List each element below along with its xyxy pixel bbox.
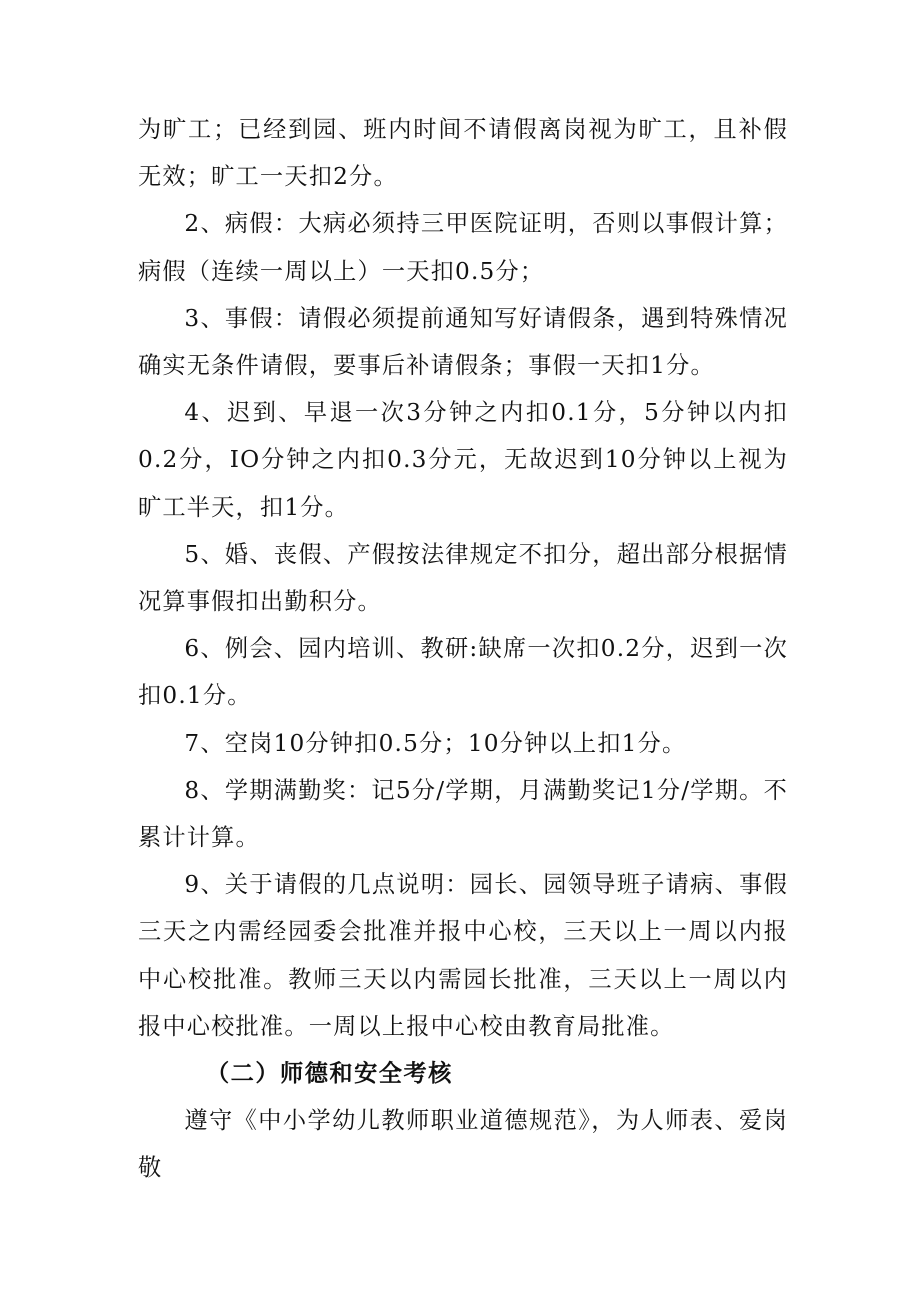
document-body [138, 106, 788, 1192]
section-heading-ethics-safety: （二）师德和安全考核 [206, 1060, 453, 1088]
paragraph-marriage-maternity-leave: 5、婚、丧假、产假按法律规定不扣分，超出部分根据情况算事假扣出勤积分。 [138, 540, 788, 616]
paragraph-lateness: 4、迟到、早退一次3分钟之内扣0.1分，5分钟以内扣0.2分，IO分钟之内扣0.3分元，无故迟到10分钟以上视为旷工半天，扣1分。 [138, 399, 788, 521]
paragraph-ethics-code: 遵守《中小学幼儿教师职业道德规范》，为人师表、爱岗敬 [138, 1107, 788, 1182]
paragraph-leave-notes: 9、关于请假的几点说明：园长、园领导班子请病、事假三天之内需经园委会批准并报中心校，三天以上一周以内报中心校批准。教师三天以内需园长批准，三天以上一周以内报中心校批准。一周以上报中心校由教育局批准。 [138, 871, 788, 1040]
paragraph-empty-post: 7、空岗10分钟扣0.5分；10分钟以上扣1分。 [184, 729, 687, 757]
paragraph-personal-leave: 3、事假：请假必须提前通知写好请假条，遇到特殊情况确实无条件请假，要事后补请假条；事假一天扣1分。 [138, 304, 788, 380]
paragraph-meetings-training: 6、例会、园内培训、教研:缺席一次扣0.2分，迟到一次扣0.1分。 [138, 635, 788, 710]
paragraph-sick-leave: 2、病假：大病必须持三甲医院证明，否则以事假计算；病假（连续一周以上）一天扣0.5分； [138, 210, 788, 285]
paragraph-absence-continuation: 为旷工；已经到园、班内时间不请假离岗视为旷工，且补假无效；旷工一天扣2分。 [138, 116, 788, 191]
paragraph-full-attendance-award: 8、学期满勤奖：记5分/学期，月满勤奖记1分/学期。不累计计算。 [138, 776, 788, 852]
